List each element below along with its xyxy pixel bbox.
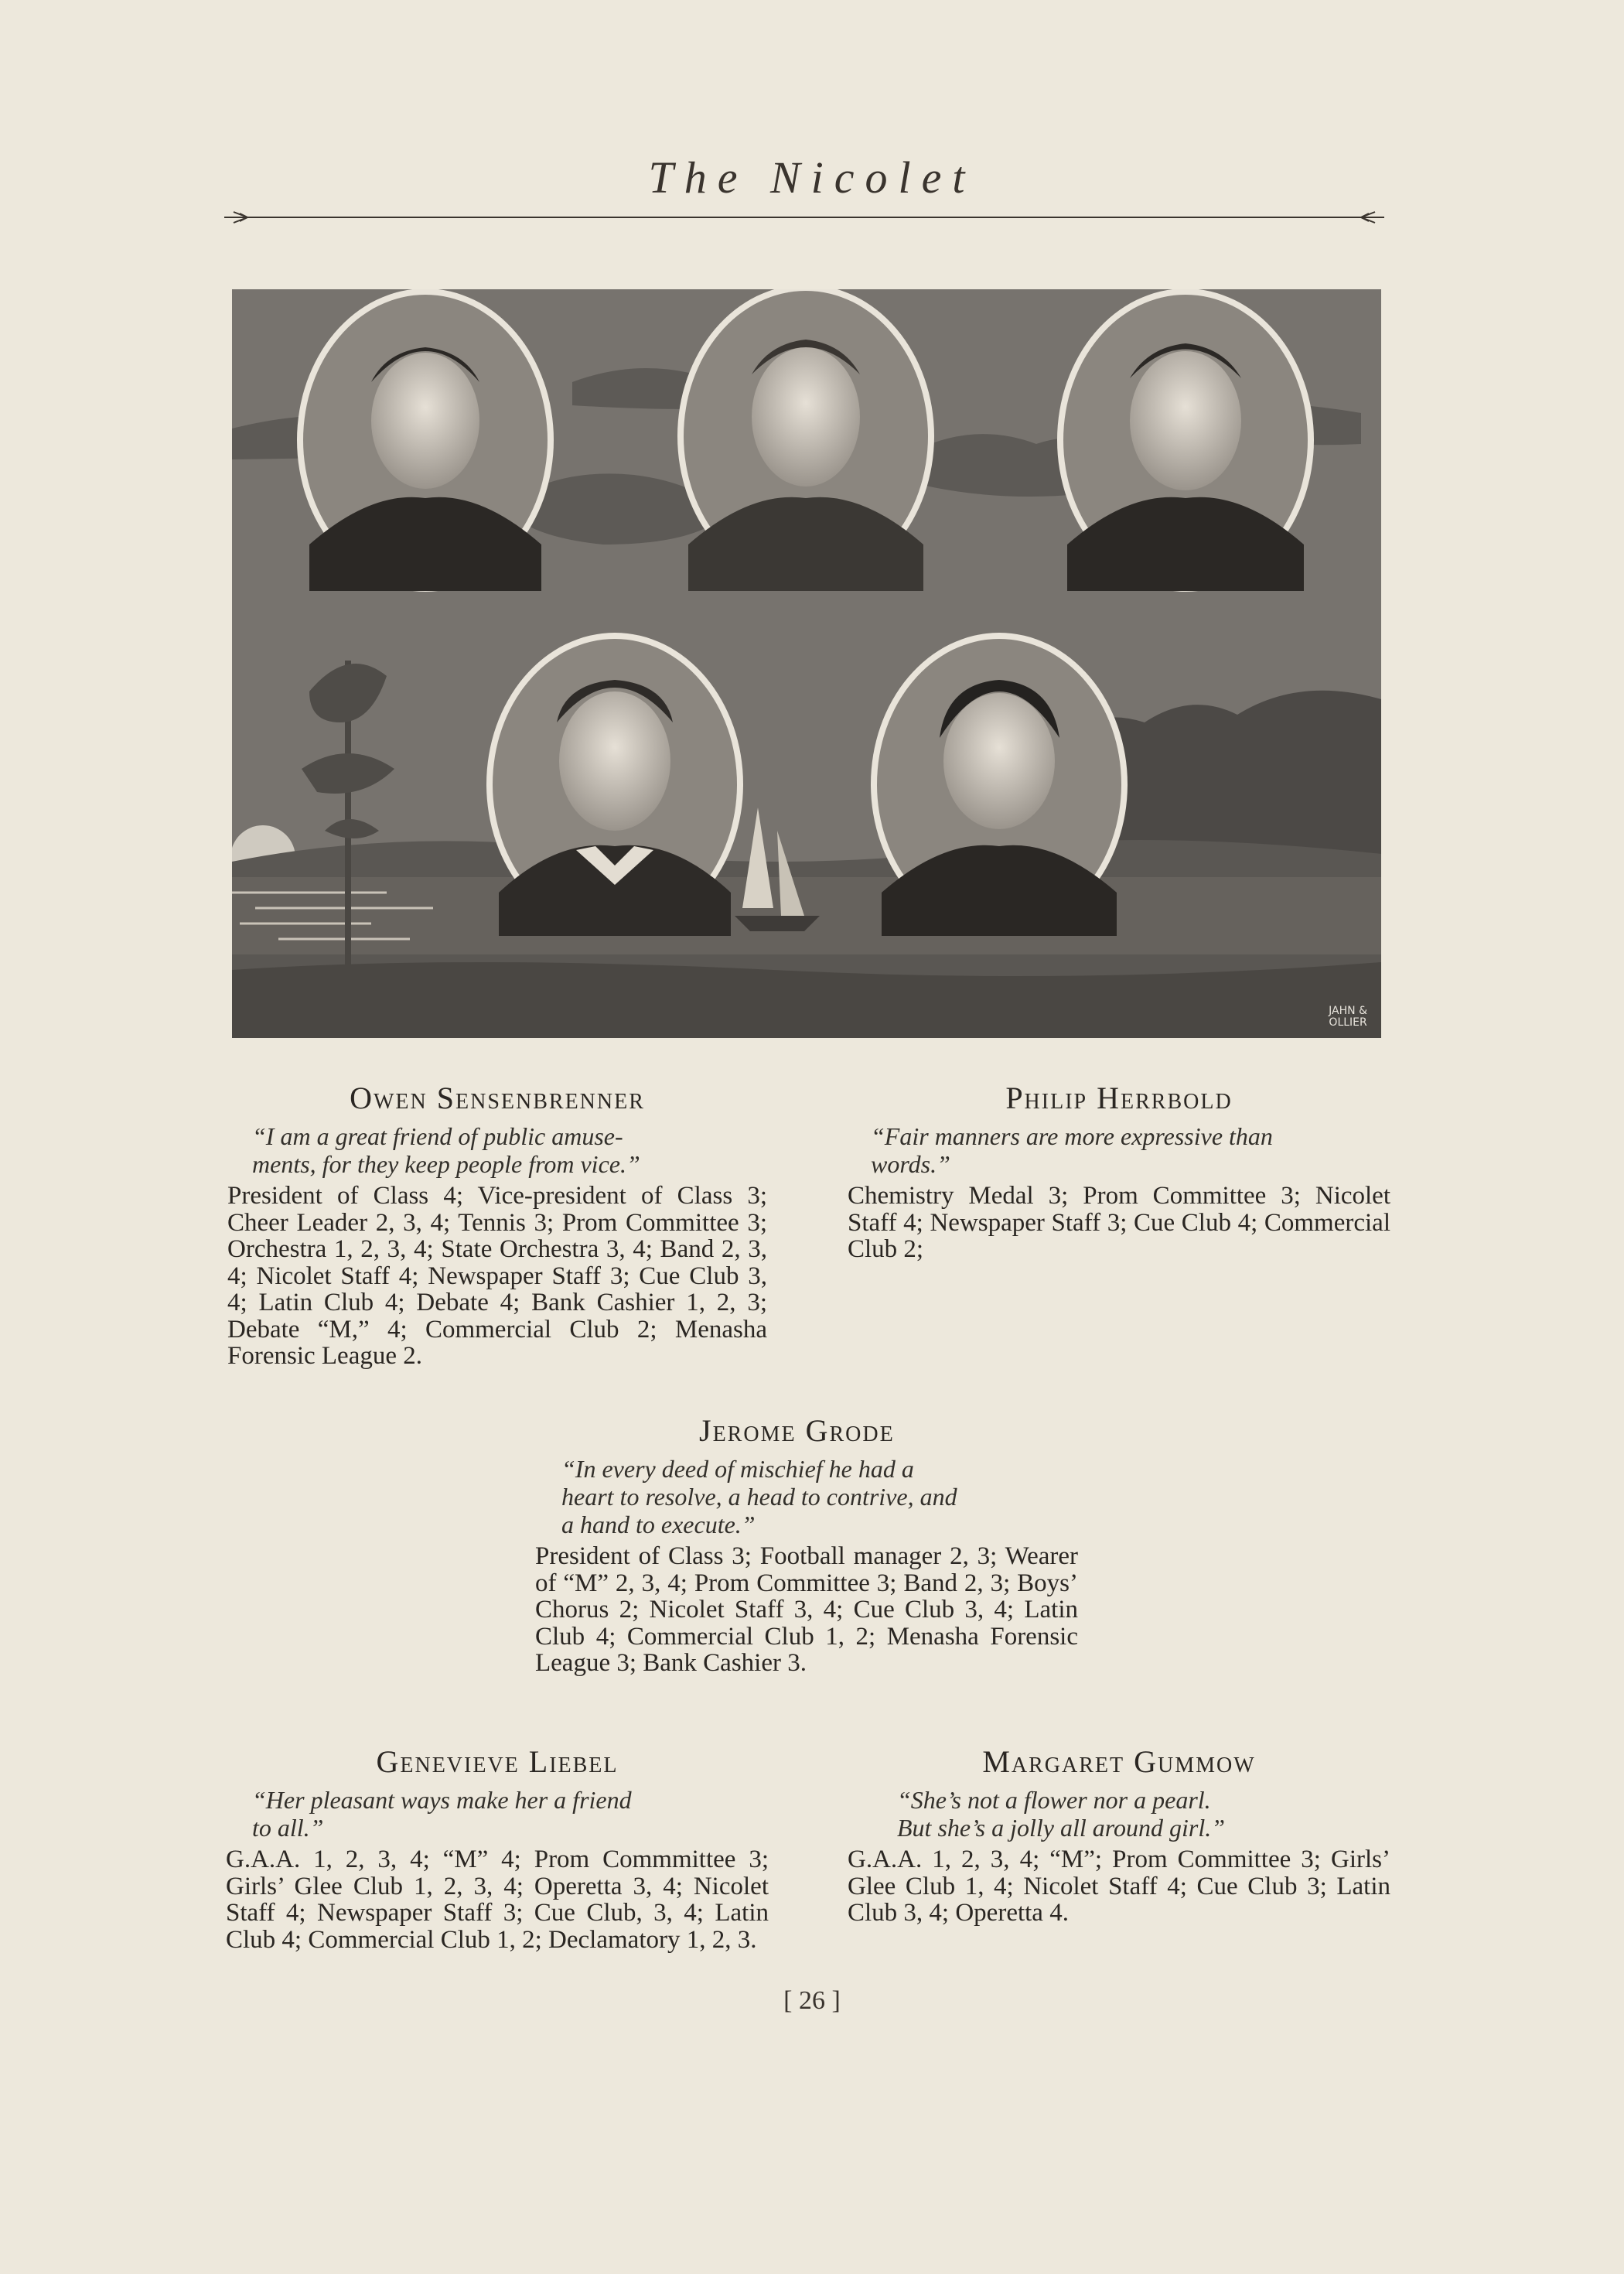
portrait-oval-3 [1057, 289, 1314, 592]
student-quote: “She’s not a flower nor a pearl. But she’s a jolly all around girl.” [897, 1786, 1226, 1842]
page-header-title: The Nicolet [648, 152, 976, 203]
senior-entry-philip-herrbold [848, 1080, 1390, 1263]
student-activities: G.A.A. 1, 2, 3, 4; “M” 4; Prom Commmittee 3; Girls’ Glee Club 1, 2, 3, 4; Operetta 3, 4; Nicolet Staff 4; Newspaper Staff 3; Cue Club, 3, 4; Latin Club 4; Commercial Club 1, 2; Declamatory 1, 2, 3. [226, 1845, 769, 1954]
portrait-oval-1 [297, 289, 554, 592]
student-activities: G.A.A. 1, 2, 3, 4; “M”; Prom Committee 3; Girls’ Glee Club 1, 4; Nicolet Staff 4; Cue Club 3; Latin Club 3, 4; Operetta 4. [848, 1845, 1390, 1927]
student-name: Jerome Grode [699, 1413, 895, 1448]
senior-portrait-panel [232, 289, 1381, 1038]
landscape-background-illustration [232, 289, 1381, 1038]
student-name: Philip Herrbold [1005, 1081, 1233, 1115]
student-quote: “I am a great friend of public amuse- ments, for they keep people from vice.” [252, 1122, 640, 1178]
student-activities: President of Class 3; Football manager 2, 3; Wearer of “M” 2, 3, 4; Prom Committee 3; Band 2, 3; Boys’ Chorus 2; Nicolet Staff 3, 4; Cue Club 3, 4; Latin Club 4; Commercial Club 1, 2; Menasha Forensic League 3; Bank Cashier 3. [535, 1542, 1078, 1677]
student-name: Owen Sensenbrenner [350, 1081, 645, 1115]
page-number: [ 26 ] [783, 1986, 841, 2015]
portrait-oval-2 [677, 289, 934, 591]
senior-entry-genevieve-liebel [226, 1743, 769, 1953]
student-name: Margaret Gummow [982, 1744, 1256, 1779]
student-quote: “Her pleasant ways make her a friend to all.” [252, 1786, 632, 1842]
student-name: Genevieve Liebel [376, 1744, 619, 1779]
student-activities: Chemistry Medal 3; Prom Committee 3; Nicolet Staff 4; Newspaper Staff 3; Cue Club 4; Commercial Club 2; [848, 1182, 1390, 1263]
student-quote: “Fair manners are more expressive than words.” [871, 1122, 1273, 1178]
portrait-oval-4 [486, 633, 743, 936]
student-activities: President of Class 4; Vice-president of Class 3; Cheer Leader 2, 3, 4; Tennis 3; Prom Committee 3; Orchestra 1, 2, 3, 4; State Orchestra 3, 4; Band 2, 3, 4; Nicolet Staff 4; Newspaper Staff 3; Cue Club 3, 4; Latin Club 4; Debate 4; Bank Cashier 1, 2, 3; Debate “M,” 4; Commercial Club 2; Menasha Forensic League 2. [227, 1182, 767, 1370]
senior-entry-margaret-gummow [848, 1743, 1390, 1927]
header-divider-rule [224, 206, 1384, 229]
student-quote: “In every deed of mischief he had a heart to resolve, a head to contrive, and a hand to execute.” [561, 1455, 957, 1538]
senior-entry-jerome-grode [535, 1412, 1078, 1677]
senior-entry-owen-sensenbrenner [227, 1080, 767, 1370]
engraver-signature-mark: JAHN & OLLIER [1329, 1005, 1367, 1029]
portrait-oval-5 [871, 633, 1128, 936]
